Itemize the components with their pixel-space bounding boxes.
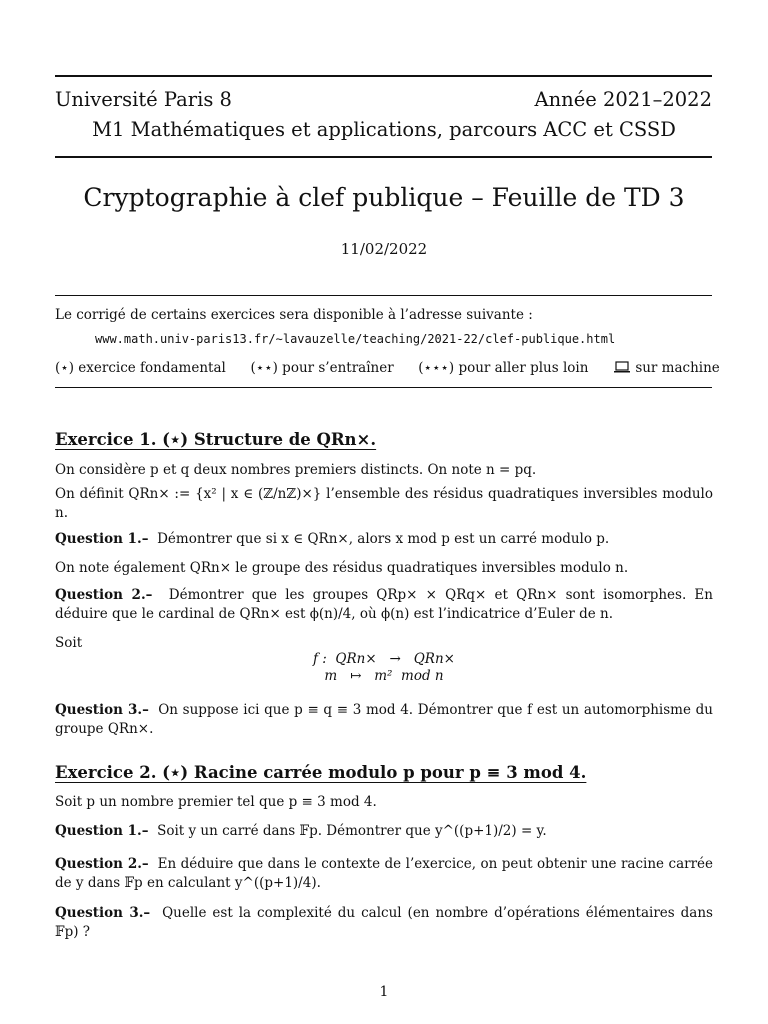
legend-text-1: exercice fondamental [78, 360, 226, 376]
ex2-question-3 [55, 904, 713, 942]
question-label: Question 2.– [55, 587, 153, 603]
ex2-paragraph-1: Soit p un nombre premier tel que p ≡ 3 mod 4. [55, 794, 377, 810]
ex1-paragraph-1: On considère p et q deux nombres premiers distincts. On note n = pq. [55, 462, 537, 478]
university-name: Université Paris 8 [55, 88, 232, 111]
map-line-1: f : QRn× → QRn× [313, 651, 455, 667]
laptop-icon [613, 360, 631, 378]
ex1-question-3 [55, 701, 713, 739]
question-label: Question 3.– [55, 702, 149, 718]
header-rule [55, 156, 712, 158]
sheet-date: 11/02/2022 [340, 240, 428, 258]
ex1-question-2 [55, 586, 713, 624]
ex1-question-1 [55, 530, 713, 549]
question-text: Quelle est la complexité du calcul (en nombre d’opérations élémentaires dans 𝔽p) ? [55, 905, 713, 940]
question-label: Question 2.– [55, 856, 149, 872]
ex1-paragraph-3: On note également QRn× le groupe des résidus quadratiques inversibles modulo n. [55, 560, 629, 576]
map-line-2: m ↦ m² mod n [324, 668, 444, 684]
question-label: Question 1.– [55, 531, 149, 547]
question-text: Démontrer que si x ∈ QRn×, alors x mod p est un carré modulo p. [157, 531, 610, 547]
ex1-paragraph-2: On définit QRn× := {x² | x ∈ (ℤ/nℤ)×} l’ensemble des résidus quadratiques inversibles modulo n. [55, 486, 713, 521]
info-bottom-rule [55, 387, 712, 388]
info-intro: Le corrigé de certains exercices sera disponible à l’adresse suivante : [55, 307, 533, 323]
top-rule [55, 75, 712, 77]
ex1-soit: Soit [55, 635, 83, 651]
question-text: Démontrer que les groupes QRp× × QRq× et QRn× sont isomorphes. En déduire que le cardinal de QRn× est ϕ(n)/4, où ϕ(n) est l’indicatrice d’Euler de n. [55, 587, 713, 622]
ex2-question-2 [55, 855, 713, 893]
info-url[interactable]: www.math.univ-paris13.fr/∼lavauzelle/teaching/2021-22/clef-publique.html [95, 332, 616, 346]
question-text: Soit y un carré dans 𝔽p. Démontrer que y^((p+1)/2) = y. [157, 823, 547, 839]
difficulty-legend [55, 359, 720, 378]
question-text: En déduire que dans le contexte de l’exercice, on peut obtenir une racine carrée de y dans 𝔽p en calculant y^((p+1)/4). [55, 856, 714, 891]
page-number: 1 [379, 984, 389, 1000]
legend-mark-3: (⋆⋆⋆) [418, 360, 455, 376]
info-top-rule [55, 295, 712, 296]
ex2-question-1 [55, 822, 713, 841]
legend-mark-1: (⋆) [55, 360, 74, 376]
question-text: On suppose ici que p ≡ q ≡ 3 mod 4. Démontrer que f est un automorphisme du groupe QRn×. [55, 702, 713, 737]
page-title: Cryptographie à clef publique – Feuille de TD 3 [83, 183, 685, 212]
exercise-1-title: Exercice 1. (⋆) Structure de QRn×. [55, 430, 377, 449]
legend-mark-2: (⋆⋆) [250, 360, 278, 376]
exercise-2-title: Exercice 2. (⋆) Racine carrée modulo p pour p ≡ 3 mod 4. [55, 763, 587, 782]
question-label: Question 3.– [55, 905, 151, 921]
academic-year: Année 2021–2022 [534, 88, 712, 111]
question-label: Question 1.– [55, 823, 149, 839]
legend-text-2: pour s’entraîner [282, 360, 394, 376]
program-name: M1 Mathématiques et applications, parcours ACC et CSSD [92, 118, 676, 141]
legend-text-4: sur machine [635, 360, 720, 376]
legend-text-3: pour aller plus loin [458, 360, 589, 376]
